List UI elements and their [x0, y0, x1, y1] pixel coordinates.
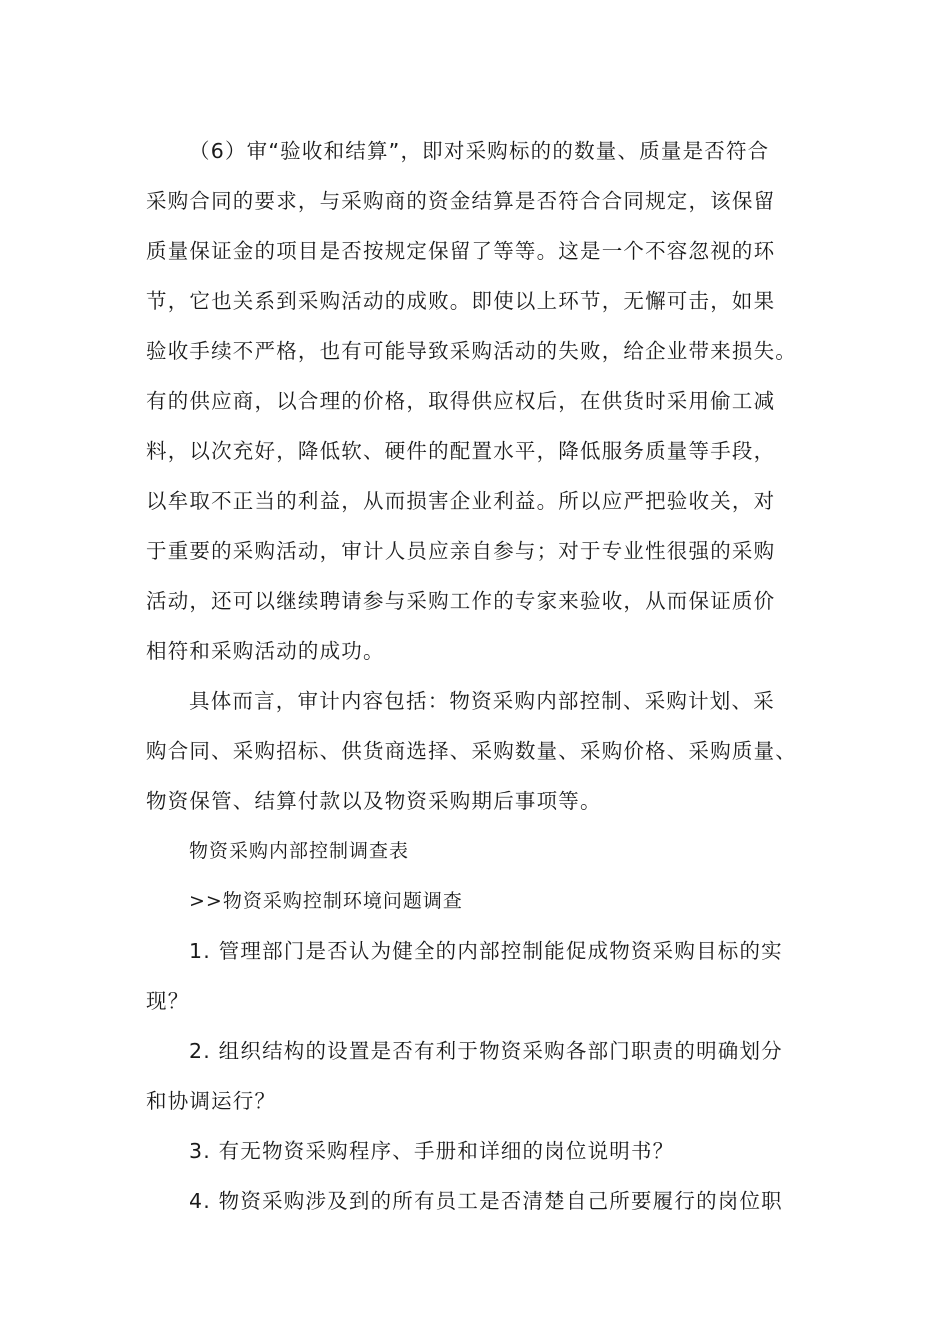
- paragraph-line: 有的供应商，以合理的价格，取得供应权后，在供货时采用偷工减: [146, 389, 776, 413]
- paragraph-line: 物资保管、结算付款以及物资采购期后事项等。: [146, 789, 602, 813]
- list-item-continuation: 和协调运行？: [146, 1089, 277, 1113]
- paragraph-line: 具体而言，审计内容包括：物资采购内部控制、采购计划、采: [189, 689, 775, 713]
- paragraph-line: 料，以次充好，降低软、硬件的配置水平，降低服务质量等手段，: [146, 439, 776, 463]
- paragraph-line: 采购合同的要求，与采购商的资金结算是否符合合同规定，该保留: [146, 189, 776, 213]
- list-item: 3. 有无物资采购程序、手册和详细的岗位说明书？: [189, 1139, 675, 1163]
- list-item: 1. 管理部门是否认为健全的内部控制能促成物资采购目标的实: [189, 939, 783, 963]
- list-item-continuation: 现？: [146, 989, 190, 1013]
- paragraph-line: 验收手续不严格，也有可能导致采购活动的失败，给企业带来损失。: [146, 339, 797, 363]
- paragraph-line: （6）审“验收和结算”，即对采购标的的数量、质量是否符合: [189, 139, 770, 163]
- paragraph-line: 于重要的采购活动，审计人员应亲自参与；对于专业性很强的采购: [146, 539, 776, 563]
- paragraph-line: 质量保证金的项目是否按规定保留了等等。这是一个不容忽视的环: [146, 239, 776, 263]
- section-heading: 物资采购内部控制调查表: [189, 840, 410, 862]
- list-item: 4. 物资采购涉及到的所有员工是否清楚自己所要履行的岗位职: [189, 1189, 783, 1213]
- paragraph-line: 活动，还可以继续聘请参与采购工作的专家来验收，从而保证质价: [146, 589, 776, 613]
- subsection-heading: >>物资采购控制环境问题调查: [189, 890, 463, 912]
- list-item: 2. 组织结构的设置是否有利于物资采购各部门职责的明确划分: [189, 1039, 783, 1063]
- paragraph-line: 节，它也关系到采购活动的成败。即使以上环节，无懈可击，如果: [146, 289, 776, 313]
- paragraph-line: 相符和采购活动的成功。: [146, 639, 385, 663]
- paragraph-line: 以牟取不正当的利益，从而损害企业利益。所以应严把验收关，对: [146, 489, 776, 513]
- paragraph-line: 购合同、采购招标、供货商选择、采购数量、采购价格、采购质量、: [146, 739, 797, 763]
